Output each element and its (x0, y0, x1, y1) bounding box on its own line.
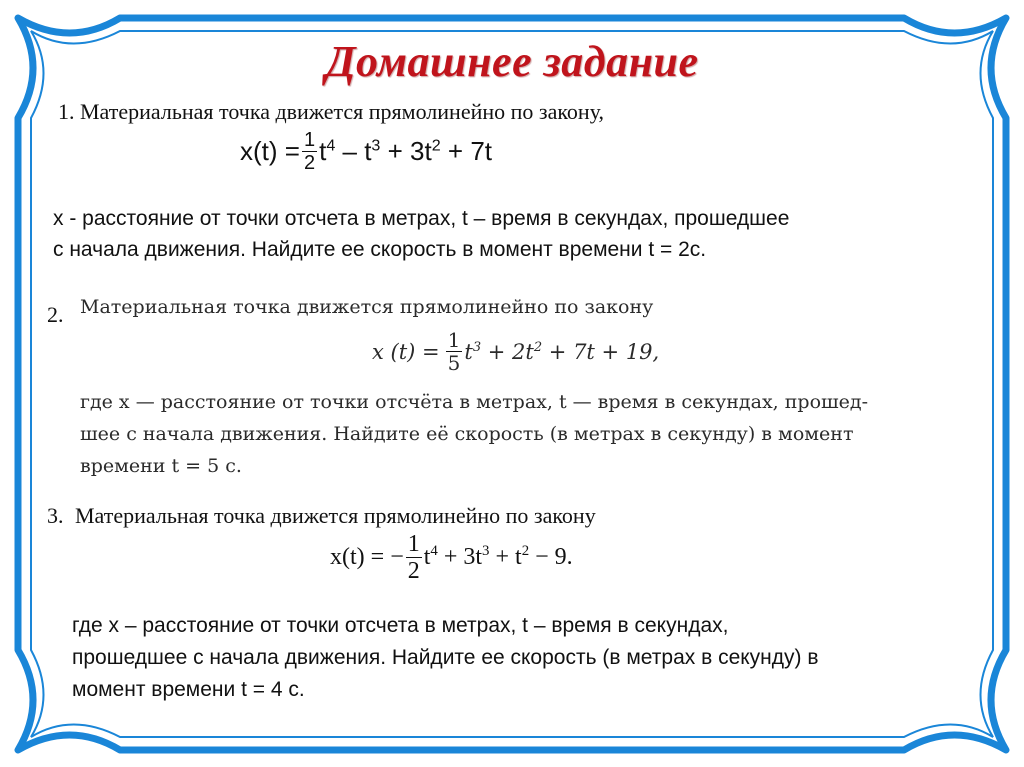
problem-2-formula (372, 330, 659, 373)
fraction-denominator: 5 (447, 351, 461, 375)
fraction-numerator: 1 (407, 531, 420, 557)
problem-2-text (80, 386, 868, 482)
problem-3-text-line: прошедшее с начала движения. Найдите ее скорость (в метрах в секунду) в (72, 646, 819, 669)
problem-1-formula (240, 130, 492, 173)
formula-lhs: x(t) = (240, 136, 300, 166)
formula-terms: $t^4 - t^3 + 3t^2 + 7t$ (319, 136, 493, 166)
formula-fraction (302, 130, 317, 173)
problem-2-number: 2. (47, 302, 64, 327)
problem-1-intro-line (58, 97, 604, 126)
formula-fraction (406, 532, 422, 583)
fraction-numerator: 1 (447, 328, 461, 352)
problem-3-number: 3. (47, 503, 64, 528)
problem-1-text (53, 203, 789, 265)
problem-3-text-line: где x – расстояние от точки отсчета в метрах, t – время в секундах, (72, 614, 729, 637)
fraction-denominator: 2 (407, 558, 420, 584)
fraction-denominator: 2 (303, 152, 316, 174)
formula-lhs: x (t) = (372, 339, 440, 364)
problem-2-text-line: где x — расстояние от точки отсчёта в метрах, t — время в секундах, прошед- (80, 391, 869, 413)
problem-3-text-line: момент времени t = 4 с. (72, 678, 305, 701)
problem-2-text-line: времени t = 5 с. (80, 455, 242, 477)
formula-fraction (446, 330, 463, 373)
problem-3-text (72, 610, 819, 706)
problem-1-number: 1. (58, 99, 75, 124)
problem-1-intro: Материальная точка движется прямолинейно по закону, (80, 99, 605, 124)
problem-2-text-line: шее с начала движения. Найдите её скорость (в метрах в секунду) в момент (80, 423, 854, 445)
problem-3-intro: Материальная точка движется прямолинейно по закону (75, 503, 596, 528)
problem-1-text-line: с начала движения. Найдите ее скорость в момент времени t = 2с. (53, 238, 707, 261)
problem-3-intro-line (47, 501, 596, 530)
problem-1-text-line: x - расстояние от точки отсчета в метрах, t – время в секундах, прошедшее (53, 207, 790, 230)
page-title: Домашнее задание (325, 37, 699, 86)
formula-lhs: x(t) = − (330, 544, 404, 570)
formula-terms: $t^3 + 2t^2 + 7t + 19$, (464, 339, 660, 364)
fraction-numerator: 1 (303, 129, 316, 151)
formula-terms: $t^4 + 3t^3 + t^2 - 9$. (423, 543, 573, 570)
problem-3-formula (330, 532, 573, 583)
problem-2-intro: Материальная точка движется прямолинейно по закону (80, 296, 654, 318)
